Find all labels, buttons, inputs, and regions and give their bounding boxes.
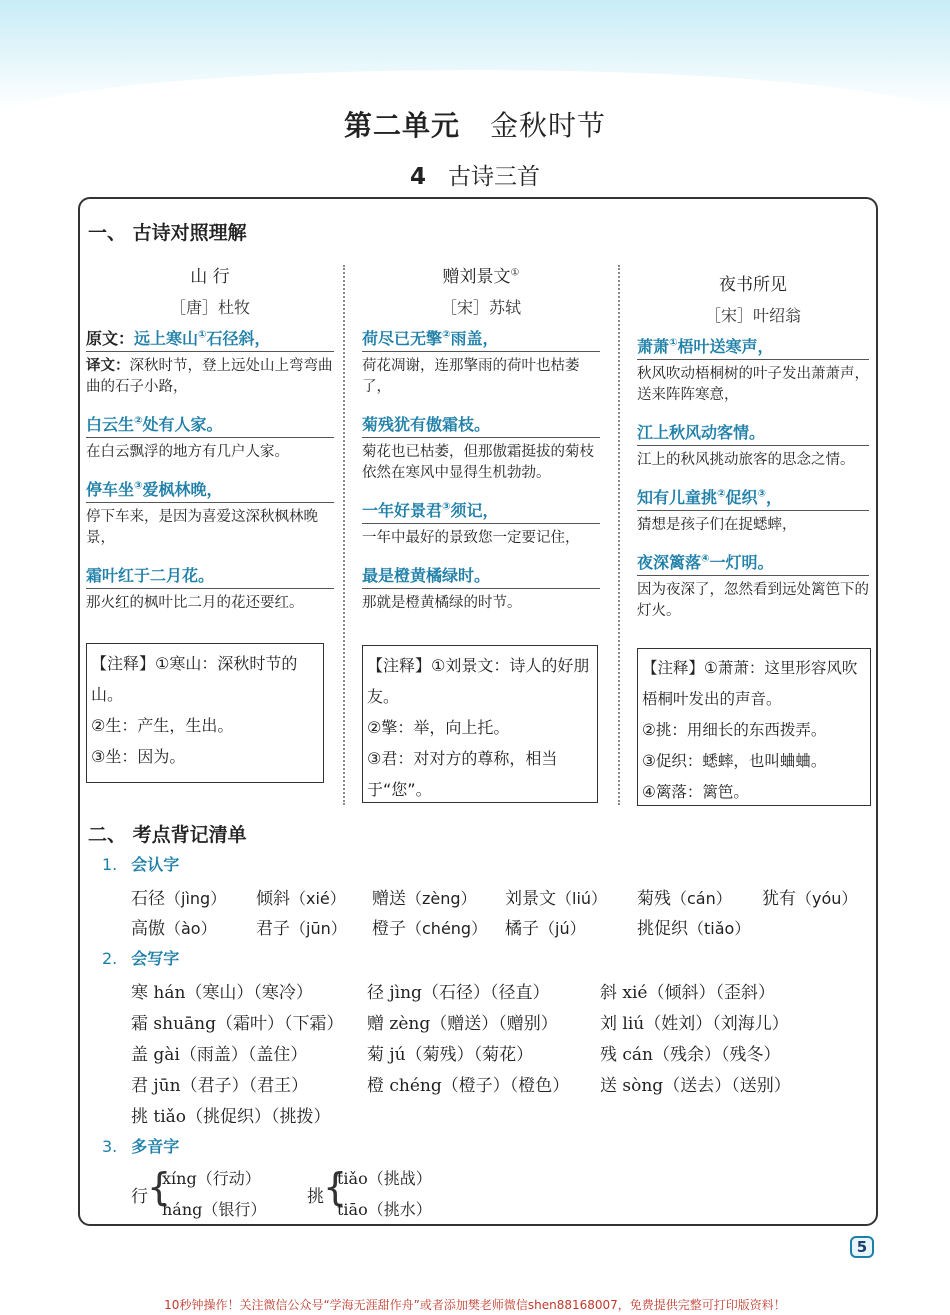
translation: 秋风吹动梧桐树的叶子发出萧萧声，送来阵阵寒意， — [637, 366, 869, 404]
poem-title — [362, 262, 600, 287]
poem-line — [637, 550, 869, 622]
column-divider — [618, 265, 620, 805]
word-pinyin: （cán） — [671, 889, 732, 908]
write-entry: 寒 hán（寒山）（寒冷） — [131, 983, 313, 1003]
footnote-mark: ① — [510, 267, 520, 279]
lesson-title — [0, 158, 950, 191]
write-entry: 挑 tiǎo（挑促织）（挑拨） — [131, 1107, 331, 1127]
translation: 那火红的枫叶比二月的花还要红。 — [86, 595, 304, 612]
orig-text: 一年好景君 — [362, 501, 443, 521]
brace-icon: { — [147, 1165, 172, 1209]
poem-title: 夜书所见 — [719, 275, 787, 295]
poem-line — [86, 412, 334, 463]
poem-column-3 — [637, 270, 869, 622]
recognize-word — [762, 884, 857, 909]
translation: 荷花凋谢，连那擎雨的荷叶也枯萎了， — [362, 358, 580, 396]
original-line — [86, 477, 334, 503]
note: ②生：产生，生出。 — [91, 716, 234, 735]
original-line — [86, 412, 334, 438]
poem-title-text: 赠刘景文 — [442, 267, 511, 287]
word-text: 菊残 — [637, 889, 671, 909]
footnote-mark: ① — [669, 337, 678, 349]
translation: 那就是橙黄橘绿的时节。 — [362, 595, 522, 612]
translation — [86, 356, 334, 398]
subhead-polyphone — [102, 1134, 179, 1157]
footnote-mark: ③ — [134, 480, 143, 492]
translation: 江上的秋风挑动旅客的思念之情。 — [637, 452, 855, 469]
note: ③促织：蟋蟀，也叫蛐蛐。 — [642, 752, 827, 770]
word-pinyin: （xié） — [290, 889, 346, 908]
word-pinyin: （jú） — [539, 919, 586, 938]
orig-text: 停车坐 — [86, 480, 135, 500]
write-entry: 霜 shuāng（霜叶）（下霜） — [131, 1014, 344, 1034]
subhead-recognize — [102, 852, 179, 875]
word-text: 赠送 — [372, 889, 406, 909]
word-text: 橙子 — [372, 919, 406, 939]
write-entry: 刘 liú（姓刘）（刘海儿） — [600, 1014, 789, 1034]
note: ②擎：举，向上托。 — [367, 718, 510, 737]
word-text: 橘子 — [505, 919, 539, 939]
poem-line — [637, 420, 869, 471]
original-line — [362, 326, 600, 352]
trans-text: 深秋时节，登上远处山上弯弯曲曲的石子小路， — [86, 358, 333, 396]
footnote-mark: ③ — [442, 501, 451, 513]
notes-box — [637, 648, 871, 806]
footnote-mark: ③ — [757, 488, 766, 500]
word-text: 犹有 — [762, 889, 796, 909]
polyphone-reading: tiāo（挑水） — [337, 1200, 432, 1219]
orig-text: 一灯明。 — [709, 553, 774, 573]
poem-line — [362, 412, 600, 484]
subhead-number: 2. — [102, 949, 118, 968]
orig-text: 爱枫林晚， — [142, 480, 223, 500]
recognize-word — [372, 914, 487, 939]
orig-text: 知有儿童挑 — [637, 488, 718, 508]
word-text: 挑促织 — [637, 919, 688, 939]
footnote-mark: ① — [198, 329, 207, 341]
note: ③坐：因为。 — [91, 747, 186, 766]
translation: 在白云飘浮的地方有几户人家。 — [86, 444, 289, 461]
word-pinyin: （tiǎo） — [688, 919, 751, 938]
recognize-word — [131, 914, 217, 939]
subhead-number: 3. — [102, 1137, 118, 1156]
note: 【注释】①寒山：深秋时节的山。 — [91, 654, 298, 704]
page-number: 5 — [850, 1236, 874, 1258]
orig-text: 远上寒山 — [134, 329, 199, 348]
subhead-label: 会认字 — [131, 855, 180, 874]
poem-author: ［宋］苏轼 — [440, 298, 521, 317]
original-line — [637, 550, 869, 576]
original-label: 原文： — [86, 329, 135, 348]
word-pinyin: （chéng） — [406, 919, 488, 938]
word-pinyin: （zèng） — [406, 889, 477, 908]
note: 【注释】①刘景文：诗人的好朋友。 — [367, 656, 590, 706]
write-entry: 菊 jú（菊残）（菊花） — [367, 1045, 534, 1065]
original-line: 菊残犹有傲霜枝。 — [362, 412, 600, 438]
footnote-mark: ② — [717, 488, 726, 500]
orig-text: 萧萧 — [637, 337, 670, 356]
word-pinyin: （liú） — [556, 889, 608, 908]
translation: 停下车来，是因为喜爱这深秋枫林晚景， — [86, 509, 318, 547]
recognize-word — [131, 884, 226, 909]
poem-author: ［宋］叶绍翁 — [704, 306, 801, 325]
write-entry: 橙 chéng（橙子）（橙色） — [367, 1076, 570, 1096]
poem-column-1 — [86, 262, 334, 614]
original-line — [637, 485, 869, 511]
recognize-word — [637, 914, 750, 939]
poem-line — [86, 563, 334, 614]
poem-line — [362, 563, 600, 614]
subhead-number: 1. — [102, 855, 118, 874]
notes-box — [362, 645, 598, 803]
recognize-word — [372, 884, 477, 909]
poem-line — [86, 326, 334, 398]
section2-title: 二、 考点背记清单 — [88, 824, 247, 846]
original-line — [637, 334, 869, 360]
word-pinyin: （jìng） — [165, 889, 227, 908]
unit-label: 第二单元 — [343, 109, 460, 142]
poem-column-2 — [362, 262, 600, 614]
footer-note: 10秒钟操作！关注微信公众号“学海无涯甜作舟”或者添加樊老师微信shen88168007，免费提供完整可打印版资料！ — [164, 1298, 786, 1312]
polyphone-char: 挑 — [307, 1187, 324, 1207]
polyphone-reading: xíng（行动） — [162, 1169, 261, 1188]
translation: 猜想是孩子们在捉蟋蟀， — [637, 517, 797, 534]
unit-title — [0, 104, 950, 144]
polyphone-reading: háng（银行） — [162, 1200, 267, 1219]
recognize-word — [256, 884, 346, 909]
note: ③君：对对方的尊称，相当于“您”。 — [367, 749, 558, 799]
poem-line — [362, 326, 600, 398]
translation: 菊花也已枯萎，但那傲霜挺拔的菊枝依然在寒风中显得生机勃勃。 — [362, 444, 594, 482]
original-line — [86, 326, 334, 352]
poem-line — [362, 498, 600, 549]
subhead-write — [102, 946, 179, 969]
poem-line — [637, 485, 869, 536]
original-line: 霜叶红于二月花。 — [86, 563, 334, 589]
word-text: 君子 — [256, 919, 290, 939]
recognize-word — [637, 884, 732, 909]
translation: 因为夜深了，忽然看到远处篱笆下的灯火。 — [637, 582, 869, 620]
write-entry: 斜 xié（倾斜）（歪斜） — [600, 983, 775, 1003]
original-line: 最是橙黄橘绿时。 — [362, 563, 600, 589]
orig-text: 促织 — [725, 488, 758, 508]
brace-icon: { — [323, 1165, 348, 1209]
note: ④篱落：篱笆。 — [642, 783, 749, 801]
write-entry: 径 jìng（石径）（径直） — [367, 983, 550, 1003]
subhead-label: 多音字 — [131, 1137, 180, 1156]
orig-text: 雨盖， — [450, 329, 499, 348]
translation-label: 译文： — [86, 358, 130, 374]
unit-theme: 金秋时节 — [490, 109, 607, 142]
original-line: 江上秋风动客情。 — [637, 420, 869, 446]
poem-line — [86, 477, 334, 549]
write-entry: 盖 gài（雨盖）（盖住） — [131, 1045, 308, 1065]
footnote-mark: ④ — [701, 553, 710, 565]
translation: 一年中最好的景致您一定要记住， — [362, 530, 580, 547]
write-entry: 君 jūn（君子）（君王） — [131, 1076, 309, 1096]
lesson-name: 古诗三首 — [448, 164, 540, 190]
orig-text: 梧叶送寒声， — [677, 337, 774, 356]
write-entry: 残 cán（残余）（残冬） — [600, 1045, 781, 1065]
poem-title: 山 行 — [190, 267, 230, 287]
notes-box — [86, 643, 324, 783]
write-entry: 赠 zèng（赠送）（赠别） — [367, 1014, 558, 1034]
orig-text: ， — [765, 488, 782, 508]
write-entry: 送 sòng（送去）（送别） — [600, 1076, 791, 1096]
note: 【注释】①萧萧：这里形容风吹梧桐叶发出的声音。 — [642, 659, 858, 708]
word-pinyin: （ào） — [165, 919, 217, 938]
orig-text: 夜深篱落 — [637, 553, 702, 573]
word-text: 刘景文 — [505, 889, 556, 909]
column-divider — [343, 265, 345, 805]
orig-text: 石径斜， — [206, 329, 271, 348]
lesson-number: 4 — [409, 164, 426, 190]
word-pinyin: （yóu） — [796, 889, 858, 908]
recognize-word — [256, 914, 347, 939]
footnote-mark: ② — [442, 329, 451, 341]
word-text: 高傲 — [131, 919, 165, 939]
recognize-word — [505, 914, 586, 939]
subhead-label: 会写字 — [131, 949, 180, 968]
word-pinyin: （jūn） — [290, 919, 347, 938]
poem-author: ［唐］杜牧 — [169, 298, 250, 317]
word-text: 倾斜 — [256, 889, 290, 909]
header-banner — [0, 0, 950, 110]
polyphone-reading: tiǎo（挑战） — [337, 1169, 432, 1188]
footnote-mark: ② — [134, 415, 143, 427]
orig-text: 白云生 — [86, 415, 135, 435]
polyphone-char: 行 — [131, 1187, 148, 1207]
section1-title: 一、 古诗对照理解 — [88, 222, 247, 244]
recognize-word — [505, 884, 607, 909]
poem-line — [637, 334, 869, 406]
orig-text: 荷尽已无擎 — [362, 329, 443, 348]
word-text: 石径 — [131, 889, 165, 909]
orig-text: 须记， — [450, 501, 499, 521]
note: ②挑：用细长的东西拨弄。 — [642, 721, 827, 739]
original-line — [362, 498, 600, 524]
orig-text: 处有人家。 — [142, 415, 223, 435]
